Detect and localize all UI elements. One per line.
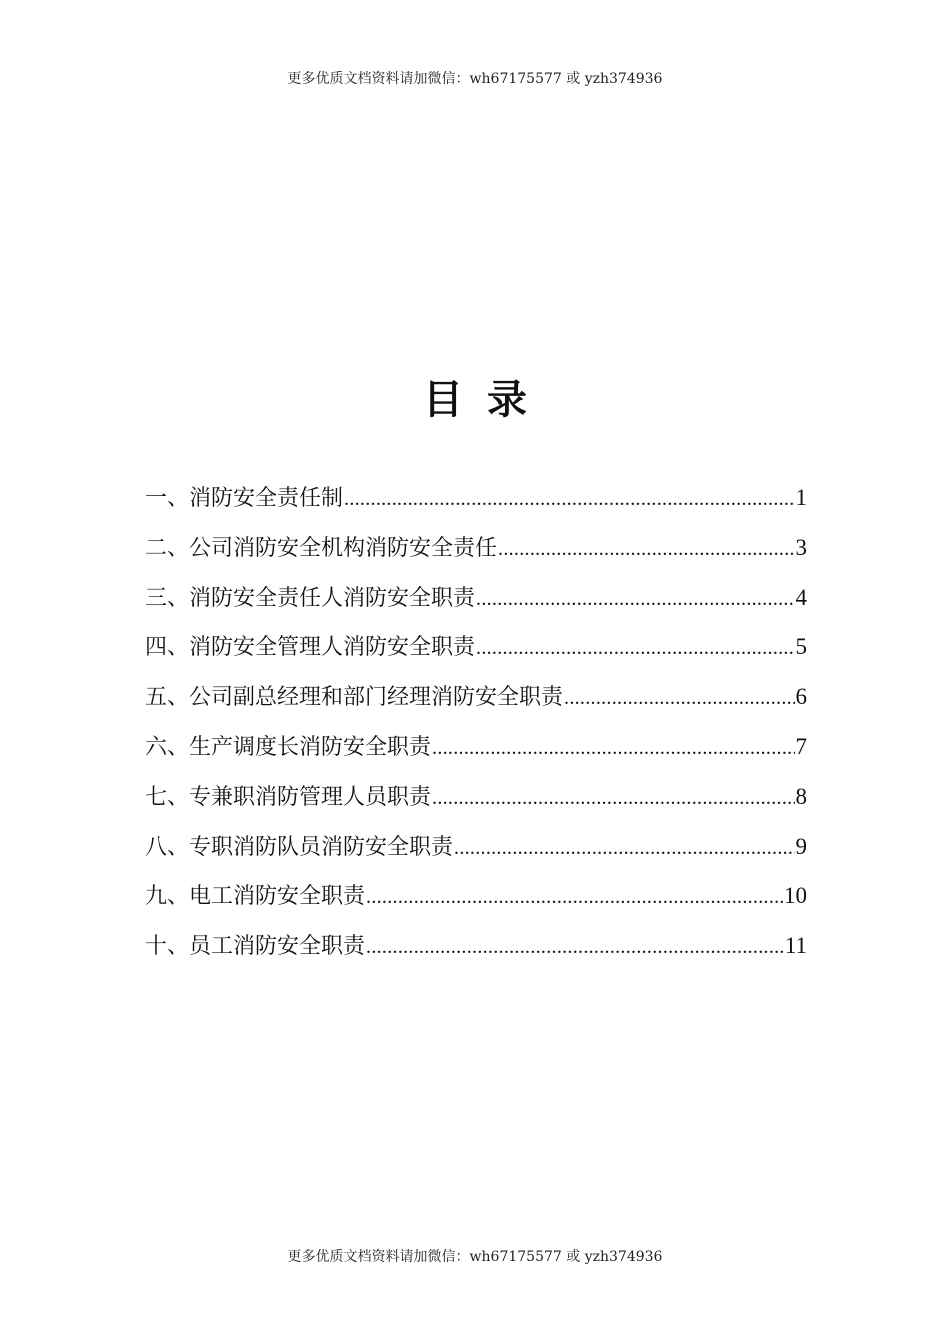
toc-leader-dots bbox=[498, 531, 794, 567]
toc-entry-label: 五、公司副总经理和部门经理消防安全职责 bbox=[145, 685, 564, 711]
toc-leader-dots bbox=[476, 581, 794, 617]
toc-entry-page: 6 bbox=[795, 684, 807, 710]
toc-leader-dots bbox=[366, 879, 783, 915]
toc-entry[interactable] bbox=[145, 729, 807, 779]
toc-leader-dots bbox=[432, 780, 794, 816]
toc-leader-dots bbox=[454, 830, 794, 866]
toc-entry-label: 七、专兼职消防管理人员职责 bbox=[145, 784, 432, 810]
toc-entry-label: 四、消防安全管理人消防安全职责 bbox=[145, 635, 476, 661]
toc-entry[interactable] bbox=[145, 480, 807, 530]
toc-entry[interactable] bbox=[145, 779, 807, 829]
toc-entry-page: 3 bbox=[795, 534, 807, 560]
toc-entry[interactable] bbox=[145, 580, 807, 630]
toc-entry-label: 二、公司消防安全机构消防安全责任 bbox=[145, 535, 498, 561]
toc-entry-page: 1 bbox=[795, 485, 807, 510]
toc-leader-dots bbox=[564, 680, 794, 716]
toc-leader-dots bbox=[344, 481, 794, 517]
toc-entry-page: 7 bbox=[795, 733, 807, 759]
toc-entry[interactable] bbox=[145, 629, 807, 679]
toc-entry-label: 一、消防安全责任制 bbox=[145, 486, 344, 511]
toc-entry[interactable] bbox=[145, 878, 807, 928]
toc-entry[interactable] bbox=[145, 928, 807, 978]
table-of-contents bbox=[145, 480, 807, 978]
toc-entry-label: 十、员工消防安全职责 bbox=[145, 934, 366, 960]
toc-entry-page: 11 bbox=[784, 933, 807, 959]
toc-leader-dots bbox=[432, 730, 794, 766]
toc-entry-label: 六、生产调度长消防安全职责 bbox=[145, 734, 432, 760]
toc-entry[interactable] bbox=[145, 679, 807, 729]
toc-entry-page: 4 bbox=[795, 584, 807, 610]
toc-entry-page: 8 bbox=[795, 783, 807, 809]
page-footer: 更多优质文档资料请加微信：wh67175577 或 yzh374936 bbox=[287, 1249, 663, 1265]
toc-entry-label: 三、消防安全责任人消防安全职责 bbox=[145, 585, 476, 611]
toc-entry[interactable] bbox=[145, 530, 807, 580]
toc-entry-page: 10 bbox=[784, 883, 807, 909]
toc-entry-label: 九、电工消防安全职责 bbox=[145, 884, 366, 910]
toc-leader-dots bbox=[366, 929, 784, 965]
toc-entry[interactable] bbox=[145, 829, 807, 879]
toc-title: 目录 bbox=[423, 377, 551, 423]
toc-leader-dots bbox=[476, 630, 794, 666]
toc-entry-page: 5 bbox=[795, 634, 807, 660]
toc-entry-page: 9 bbox=[795, 833, 807, 859]
page-header: 更多优质文档资料请加微信：wh67175577 或 yzh374936 bbox=[287, 71, 663, 87]
toc-entry-label: 八、专职消防队员消防安全职责 bbox=[145, 834, 454, 860]
